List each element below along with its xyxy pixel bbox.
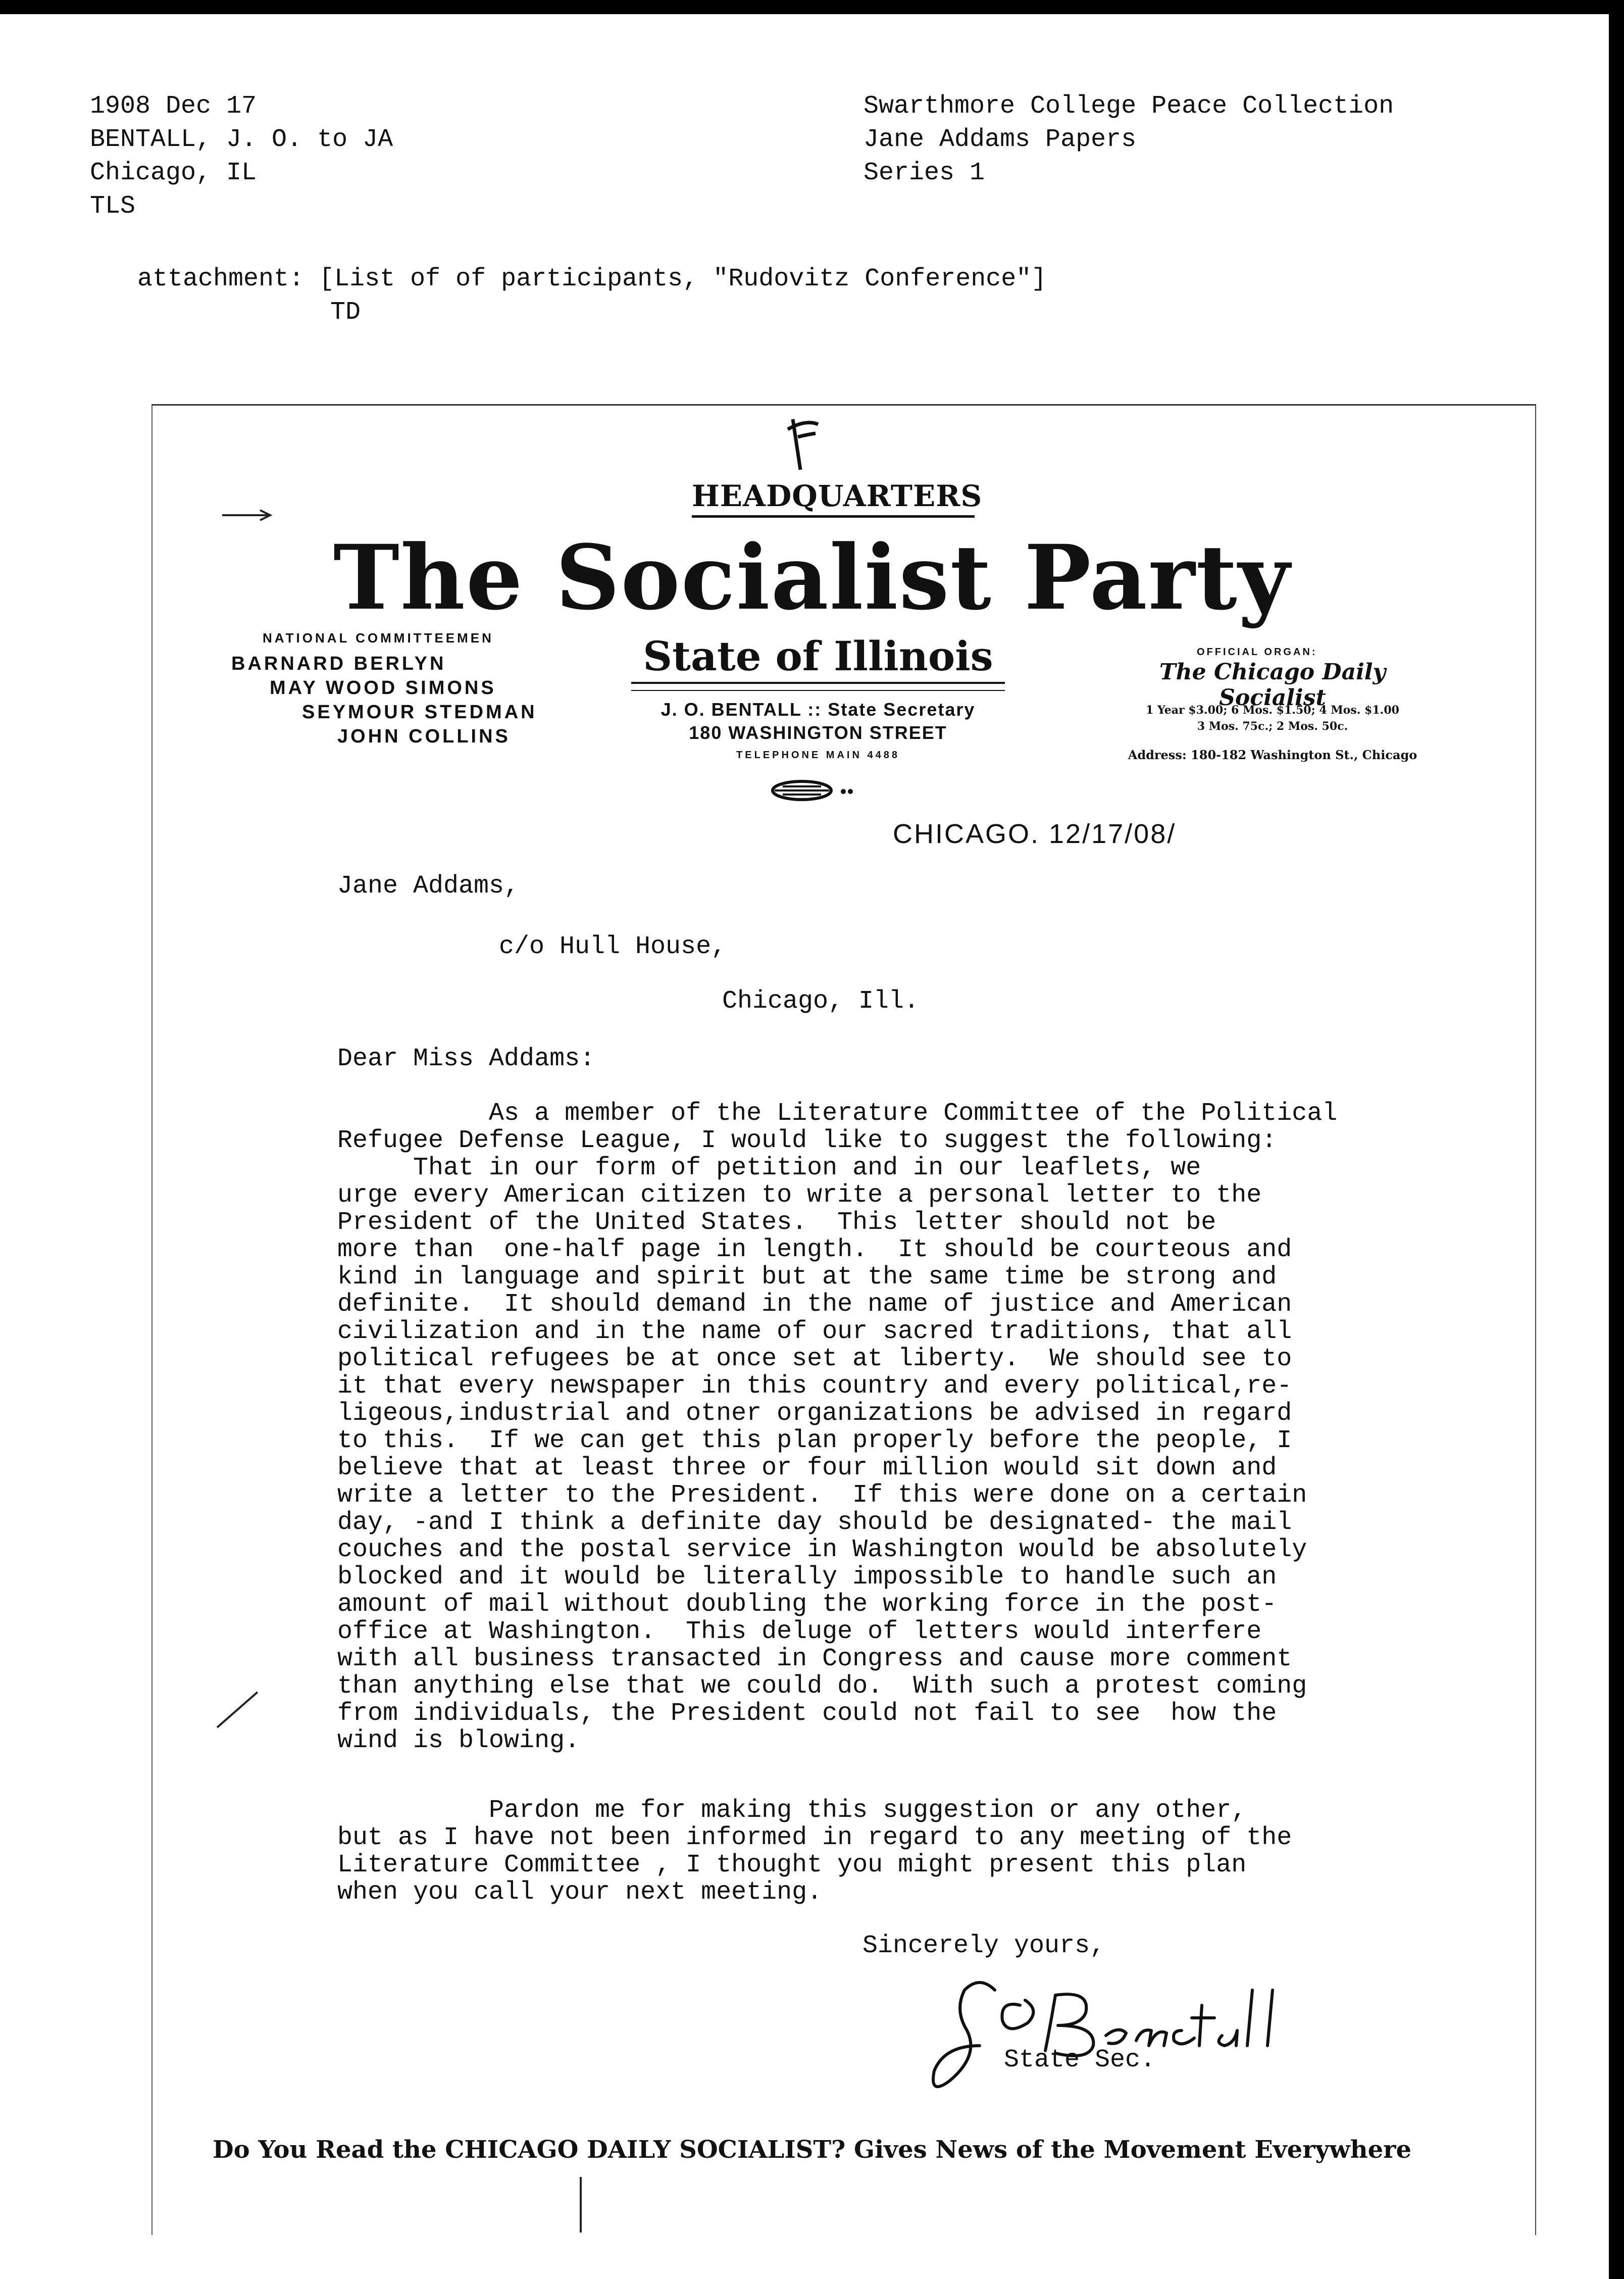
addressee-city: Chicago, Ill. [722,987,920,1016]
catalog-date: 1908 Dec 17 [90,92,257,121]
catalog-doc-type: TLS [90,192,136,221]
letter-body-line: As a member of the Literature Committee of the Political [337,1099,1338,1128]
committee-member: JOHN COLLINS [337,726,511,747]
catalog-papers: Jane Addams Papers [864,125,1137,154]
letter-body-line: day, -and I think a definite day should be designated- the mail [337,1508,1292,1537]
letterhead-secretary: J. O. BENTALL :: State Secretary [661,699,976,720]
letter-body-paragraph-1 [337,1100,1337,1755]
scan-top-edge [0,0,1624,14]
letterhead-headquarters: HEADQUARTERS [692,479,975,518]
letter-body-line: definite. It should demand in the name of justice and American [337,1290,1292,1319]
stray-pen-mark [212,1687,263,1732]
official-organ-name: The Chicago Daily Socialist [1159,659,1386,711]
letter-body-line: That in our form of petition and in our leaflets, we [337,1154,1201,1182]
catalog-correspondents: BENTALL, J. O. to JA [90,125,393,154]
letter-body-line: than anything else that we could do. With such a protest coming [337,1672,1307,1701]
catalog-right-block [864,90,1394,190]
stray-arrow-mark [217,505,278,525]
letter-body-line: urge every American citizen to write a personal letter to the [337,1181,1262,1210]
signer-title: State Sec. [1004,2046,1156,2074]
catalog-collection: Swarthmore College Peace Collection [864,92,1394,121]
handwritten-initial-mark [778,414,823,475]
letterhead-telephone: TELEPHONE MAIN 4488 [736,750,900,761]
committee-member: BARNARD BERLYN [231,653,446,674]
letter-body-line: but as I have not been informed in regard to any meeting of the [337,1823,1292,1852]
letter-body-line: it that every newspaper in this country and every political,re- [337,1372,1292,1401]
state-rule-divider [631,682,1005,691]
organ-rates-line: 1 Year $3.00; 6 Mos. $1.50; 4 Mos. $1.00 [1146,704,1399,717]
union-label-icon [763,775,864,806]
salutation: Dear Miss Addams: [337,1045,595,1073]
letter-body-line: office at Washington. This deluge of letters would interfere [337,1617,1262,1646]
letter-body-line: civilization and in the name of our sacred traditions, that all [337,1317,1292,1346]
attachment-line: attachment: [List of of participants, "Rudovitz Conference"] [137,265,1047,293]
official-organ-address: Address: 180-182 Washington St., Chicago [1128,748,1417,762]
letter-closing: Sincerely yours, [862,1931,1105,1960]
handwritten-signature [919,1970,1333,2101]
catalog-left-block [90,90,393,223]
letterhead-footer-slogan: Do You Read the CHICAGO DAILY SOCIALIST? Gives News of the Movement Everywhere [213,2136,1411,2164]
letter-body-line: kind in language and spirit but at the same time be strong and [337,1263,1277,1292]
letter-body-line: Literature Committee , I thought you might present this plan [337,1851,1247,1879]
letter-body-line: couches and the postal service in Washington would be absolutely [337,1535,1307,1564]
letter-body-line: Refugee Defense League, I would like to suggest the following: [337,1126,1277,1155]
committee-member: MAY WOOD SIMONS [270,677,496,699]
letter-body-line: blocked and it would be literally impossible to handle such an [337,1563,1277,1592]
letterhead-state: State of Illinois [643,632,993,680]
letter-body-line: more than one-half page in length. It should be courteous and [337,1235,1292,1264]
letter-body-line: ligeous,industrial and otner organizations be advised in regard [337,1399,1292,1428]
stray-fold-mark [576,2177,586,2233]
letter-body-line: President of the United States. This letter should not be [337,1208,1216,1237]
catalog-place: Chicago, IL [90,159,257,187]
attachment-note [137,263,1046,329]
committee-list [0,652,537,749]
addressee-care-of: c/o Hull House, [499,932,727,961]
letter-body-line: with all business transacted in Congress and cause more comment [337,1645,1292,1673]
official-organ-label: OFFICIAL ORGAN: [1197,647,1317,658]
organ-rates-line: 3 Mos. 75c.; 2 Mos. 50c. [1197,720,1348,733]
letter-body-paragraph-2 [337,1797,1292,1906]
committee-title: NATIONAL COMMITTEEMEN [263,630,494,646]
committee-member: SEYMOUR STEDMAN [302,702,537,723]
letter-body-line: from individuals, the President could not fail to see how the [337,1699,1277,1728]
letter-body-line: when you call your next meeting. [337,1878,823,1907]
letter-body-line: political refugees be at once set at liberty. We should see to [337,1345,1292,1373]
letter-body-line: Pardon me for making this suggestion or any other, [337,1796,1247,1825]
letter-body-line: amount of mail without doubling the working force in the post- [337,1590,1277,1619]
official-organ-rates [1106,702,1439,734]
letter-body-line: to this. If we can get this plan properly before the people, I [337,1426,1292,1455]
letterhead-party-name: The Socialist Party [333,525,1291,630]
letterhead-secretary-block [631,698,1005,745]
letterhead-street: 180 WASHINGTON STREET [689,722,947,743]
letter-dateline: CHICAGO. 12/17/08/ [893,819,1177,849]
addressee-name: Jane Addams, [337,872,520,901]
letter-body-line: believe that at least three or four million would sit down and [337,1454,1277,1482]
letter-body-line: wind is blowing. [337,1726,580,1755]
letter-body-line: write a letter to the President. If this were done on a certain [337,1481,1307,1510]
catalog-series: Series 1 [864,159,985,187]
scan-right-edge [1609,0,1624,2279]
attachment-type: TD [330,298,361,327]
